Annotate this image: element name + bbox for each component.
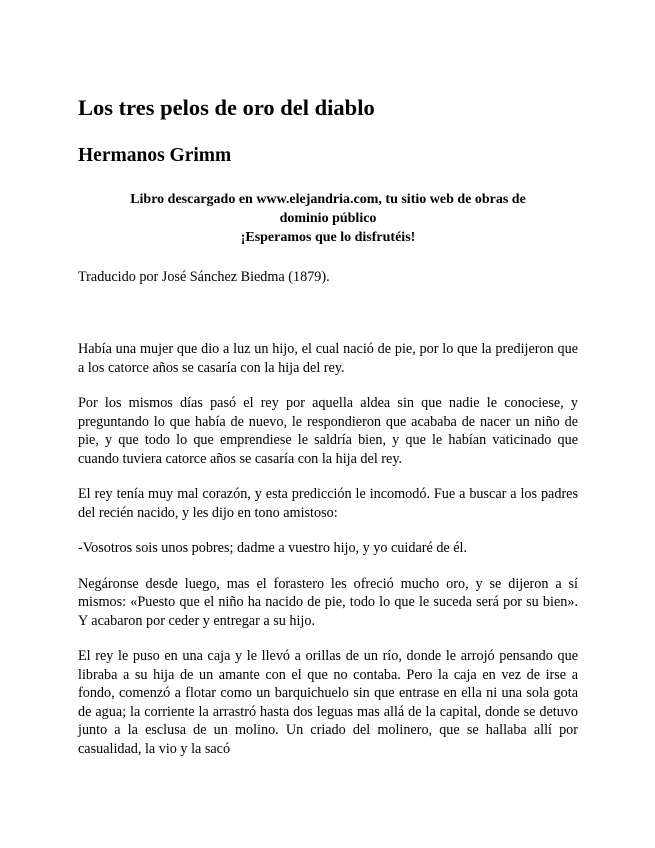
paragraph: El rey tenía muy mal corazón, y esta predicción le incomodó. Fue a buscar a los padres del recién nacido, y les dijo en tono amistoso: (78, 486, 578, 521)
notice-line-1: Libro descargado en www.elejandria.com, tu sitio web de obras de (130, 192, 526, 207)
paragraph: Negáronse desde luego, mas el forastero les ofreció mucho oro, y se dijeron a sí mismos: «Puesto que el niño ha nacido de pie, todo lo que le suceda será por su bien». Y acabaron por ceder y entregar a su hijo. (78, 575, 578, 629)
download-notice (78, 190, 578, 247)
paragraph: Por los mismos días pasó el rey por aquella aldea sin que nadie le conociese, y preguntando lo que había de nuevo, le respondieron que acababa de nacer un niño de pie, y que todo lo que emprendiese le saldría bien, y que le habían vaticinado que cuando tuviera catorce años se casaría con la hija del rey. (78, 395, 578, 467)
paragraph: El rey le puso en una caja y le llevó a orillas de un río, donde le arrojó pensando que libraba a su hija de un amante con el que no contaba. Pero la caja en vez de irse a fondo, comenzó a flotar como un barquichuelo sin que entrase en ella ni una sola gota de agua; la corriente la arrastró hasta dos leguas mas allá de la capital, donde se detuvo junto a la esclusa de un molino. Un criado del molinero, que se hallaba allí por casualidad, la vio y la sacó (78, 648, 578, 757)
story-title: Los tres pelos de oro del diablo (78, 95, 375, 120)
notice-line-2: dominio público (279, 211, 377, 226)
notice-line-3: ¡Esperamos que lo disfrutéis! (240, 230, 416, 245)
story-body (78, 340, 578, 775)
translator-credit: Traducido por José Sánchez Biedma (1879). (78, 269, 330, 285)
author-name: Hermanos Grimm (78, 145, 232, 166)
paragraph: Había una mujer que dio a luz un hijo, el cual nació de pie, por lo que la predijeron que a los catorce años se casaría con la hija del rey. (78, 341, 578, 376)
paragraph: -Vosotros sois unos pobres; dadme a vuestro hijo, y yo cuidaré de él. (78, 540, 468, 556)
